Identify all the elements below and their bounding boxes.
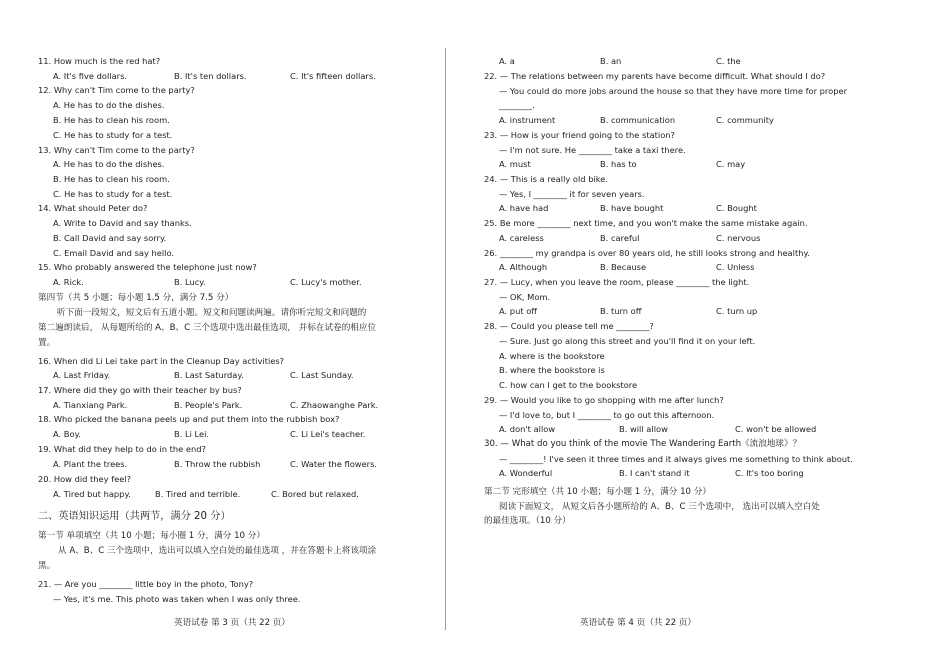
- right-text-line: — OK, Mom.: [499, 292, 551, 302]
- left-option: C. Water the flowers.: [290, 459, 378, 469]
- right-text-line: 29. — Would you like to go shopping with me after lunch?: [484, 395, 724, 405]
- right-text-line: — You could do more jobs around the house so that they have more time for proper: [499, 86, 848, 96]
- left-text-line: 第二遍朗读后， 从每题所给的 A、B、C 三个选项中选出最佳选项， 并标在试卷的相应位: [38, 323, 377, 333]
- left-option: C. Lucy's mother.: [290, 277, 362, 287]
- left-option: C. Bored but relaxed.: [271, 489, 359, 499]
- left-text-line: 20. How did they feel?: [38, 474, 132, 484]
- right-text-line: — Sure. Just go along this street and you'll find it on your left.: [499, 336, 756, 346]
- left-text-line: A. He has to do the dishes.: [53, 159, 165, 169]
- left-option: B. Lucy.: [174, 277, 206, 287]
- right-option: C. turn up: [716, 306, 758, 316]
- right-option: A. Although: [499, 262, 548, 272]
- left-text-line: 听下面一段短文，短文后有五道小题。短文和问题读两遍。请你听完短文和问题的: [57, 308, 367, 318]
- right-option: A. Wonderful: [499, 468, 553, 478]
- right-option: C. community: [716, 115, 774, 125]
- right-text-line: 26. ________ my grandpa is over 80 years old, he still looks strong and healthy.: [484, 248, 810, 258]
- left-text-line: 置。: [38, 338, 56, 348]
- page-4-footer: 英语试卷 第 4 页（共 22 页）: [580, 618, 696, 628]
- right-text-line: A. where is the bookstore: [499, 351, 605, 361]
- right-text-line: 28. — Could you please tell me ________?: [484, 321, 654, 331]
- right-option: C. It's too boring: [735, 468, 804, 478]
- right-text-line: — I'd love to, but I ________ to go out this afternoon.: [499, 410, 715, 420]
- right-text-line: 第二节 完形填空（共 10 小题；每小题 1 分，满分 10 分）: [484, 487, 711, 497]
- left-option: C. Li Lei's teacher.: [290, 429, 366, 439]
- right-text-line: ________.: [499, 100, 535, 110]
- right-text-line: 24. — This is a really old bike.: [484, 174, 609, 184]
- left-text-line: 19. What did they help to do in the end?: [38, 444, 206, 454]
- right-text-line: 的最佳选项。（10 分）: [484, 516, 571, 526]
- right-text-line: — Yes, I ________ it for seven years.: [499, 189, 645, 199]
- left-text-line: 第四节（共 5 小题；每小题 1.5 分，满分 7.5 分）: [38, 293, 234, 303]
- left-text-line: B. He has to clean his room.: [53, 115, 170, 125]
- left-text-line: 18. Who picked the banana peels up and put them into the rubbish box?: [38, 414, 340, 424]
- right-option: B. have bought: [600, 203, 664, 213]
- left-option: B. Throw the rubbish: [174, 459, 261, 469]
- left-text-line: C. He has to study for a test.: [53, 130, 173, 140]
- right-option: A. have had: [499, 203, 549, 213]
- left-option: C. Zhaowanghe Park.: [290, 400, 379, 410]
- left-option: A. It's five dollars.: [53, 71, 128, 81]
- left-text-line: 15. Who probably answered the telephone just now?: [38, 262, 257, 272]
- right-text-line: 阅读下面短文， 从短文后各小题所给的 A、B、C 三个选项中， 选出可以填入空白处: [499, 502, 820, 512]
- right-option: B. careful: [600, 233, 640, 243]
- left-text-line: 从 A、B、C 三个选项中，选出可以填入空白处的最佳选项 ，并在答题卡上将该项涂: [58, 546, 377, 556]
- right-option: C. nervous: [716, 233, 761, 243]
- right-option: B. will allow: [619, 424, 668, 434]
- right-text-line: 23. — How is your friend going to the station?: [484, 130, 675, 140]
- left-text-line: 14. What should Peter do?: [38, 203, 148, 213]
- right-option: B. communication: [600, 115, 676, 125]
- page-3-column: [38, 0, 408, 671]
- column-divider: [445, 48, 446, 630]
- right-text-line: C. how can I get to the bookstore: [499, 380, 638, 390]
- left-option: B. Li Lei.: [174, 429, 210, 439]
- left-text-line: C. Email David and say hello.: [53, 248, 175, 258]
- right-option: C. won't be allowed: [735, 424, 817, 434]
- page-3-footer: 英语试卷 第 3 页（共 22 页）: [174, 618, 290, 628]
- left-text-line: 黑。: [38, 561, 56, 571]
- right-option: B. Because: [600, 262, 647, 272]
- left-text-line: C. He has to study for a test.: [53, 189, 173, 199]
- left-text-line: 第一节 单项填空（共 10 小题；每小圈 1 分，满分 10 分）: [38, 531, 265, 541]
- left-text-line: 二、英语知识运用（共两节，满分 20 分）: [38, 511, 231, 522]
- left-option: A. Last Friday.: [53, 370, 111, 380]
- right-text-line: 27. — Lucy, when you leave the room, please ________ the light.: [484, 277, 750, 287]
- right-option: B. I can't stand it: [619, 468, 690, 478]
- left-option: B. It's ten dollars.: [174, 71, 247, 81]
- left-option: C. Last Sunday.: [290, 370, 354, 380]
- right-text-line: — I'm not sure. He ________ take a taxi there.: [499, 145, 686, 155]
- page-4-column: [484, 0, 864, 671]
- right-option: B. has to: [600, 159, 637, 169]
- left-text-line: 11. How much is the red hat?: [38, 56, 161, 66]
- right-option: A. must: [499, 159, 531, 169]
- left-option: A. Plant the trees.: [53, 459, 128, 469]
- right-option: A. careless: [499, 233, 544, 243]
- left-option: A. Boy.: [53, 429, 81, 439]
- right-option: B. turn off: [600, 306, 642, 316]
- left-option: A. Tianxiang Park.: [53, 400, 128, 410]
- left-text-line: A. Write to David and say thanks.: [53, 218, 192, 228]
- right-text-line: 22. — The relations between my parents have become difficult. What should I do?: [484, 71, 826, 81]
- left-option: A. Tired but happy.: [53, 489, 131, 499]
- right-option: A. put off: [499, 306, 538, 316]
- left-option: A. Rick.: [53, 277, 84, 287]
- right-option: C. may: [716, 159, 746, 169]
- right-text-line: 25. Be more ________ next time, and you won't make the same mistake again.: [484, 218, 808, 228]
- right-text-line: — ________! I've seen it three times and it always gives me something to think about.: [499, 454, 853, 464]
- right-text-line: 30. — What do you think of the movie The Wandering Earth《流浪地球》？: [484, 439, 802, 449]
- left-text-line: B. He has to clean his room.: [53, 174, 170, 184]
- right-option: C. Unless: [716, 262, 755, 272]
- right-option: B. an: [600, 56, 622, 66]
- left-text-line: 16. When did Li Lei take part in the Cleanup Day activities?: [38, 356, 285, 366]
- right-option: C. the: [716, 56, 741, 66]
- left-option: C. It's fifteen dollars.: [290, 71, 376, 81]
- left-text-line: B. Call David and say sorry.: [53, 233, 167, 243]
- left-option: B. People's Park.: [174, 400, 243, 410]
- right-option: A. instrument: [499, 115, 556, 125]
- left-text-line: 13. Why can't Tim come to the party?: [38, 145, 195, 155]
- left-text-line: 12. Why can't Tim come to the party?: [38, 85, 195, 95]
- left-option: B. Tired and terrible.: [155, 489, 241, 499]
- right-text-line: B. where the bookstore is: [499, 365, 605, 375]
- left-text-line: — Yes, it's me. This photo was taken when I was only three.: [53, 594, 301, 604]
- left-option: B. Last Saturday.: [174, 370, 244, 380]
- right-option: A. don't allow: [499, 424, 556, 434]
- left-text-line: 17. Where did they go with their teacher by bus?: [38, 385, 242, 395]
- left-text-line: A. He has to do the dishes.: [53, 100, 165, 110]
- right-option: A. a: [499, 56, 515, 66]
- left-text-line: 21. — Are you ________ little boy in the photo, Tony?: [38, 579, 254, 589]
- right-option: C. Bought: [716, 203, 757, 213]
